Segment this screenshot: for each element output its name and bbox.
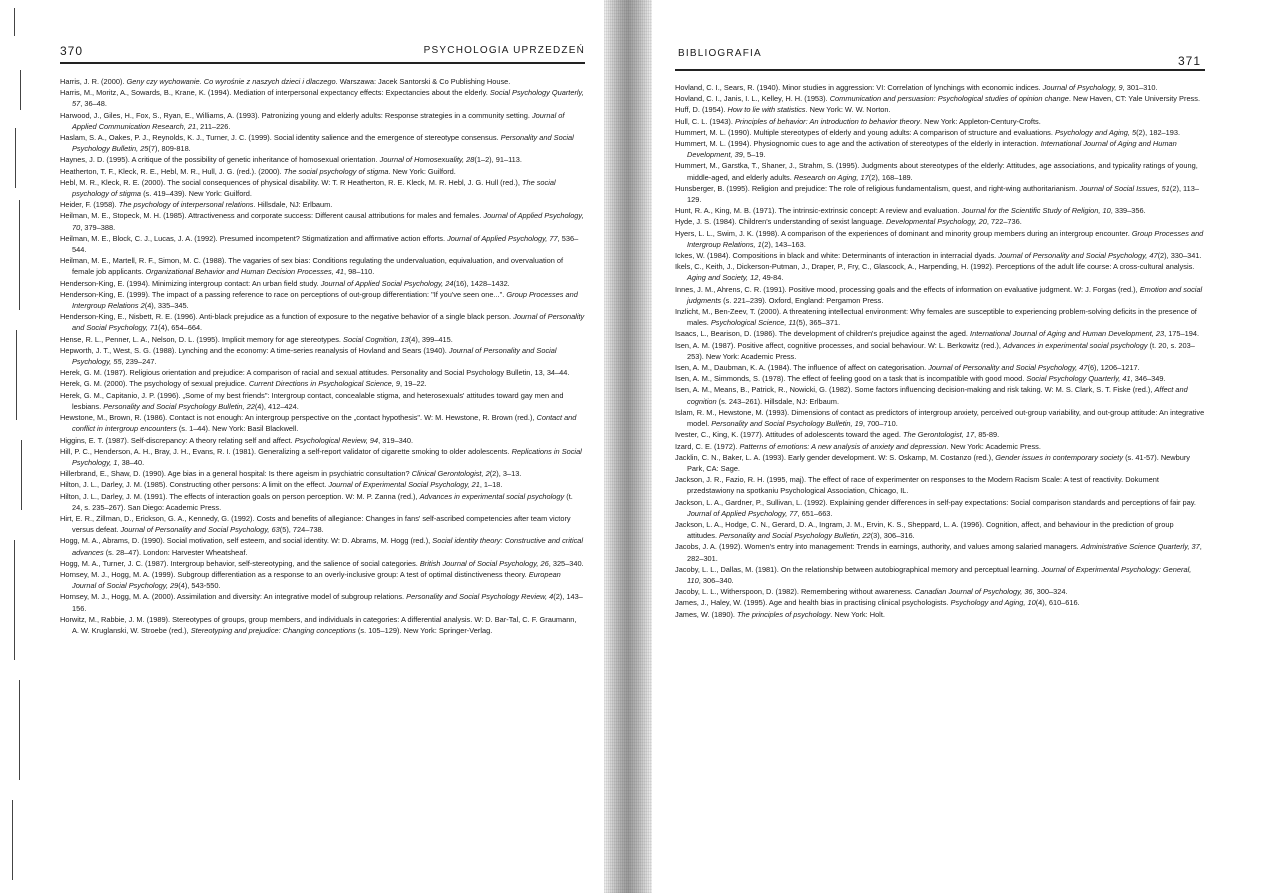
reference-text: Isaacs, L., Bearison, D. (1986). The development of children's prejudice against the aged.	[675, 329, 971, 339]
reference-title: Personality and Social Psychology Bulletin, 25	[72, 133, 574, 154]
reference-entry	[675, 127, 1205, 138]
reference-title: Social Psychology Quarterly, 57	[72, 88, 584, 109]
reference-entry	[60, 535, 585, 557]
reference-title: Current Directions in Psychological Science, 9	[248, 379, 400, 389]
reference-title: Personality and Social Psychology Review, 4	[406, 592, 554, 602]
reference-entry	[60, 278, 585, 289]
reference-title: Journal of Homosexuality, 28	[379, 155, 475, 165]
reference-entry	[60, 614, 585, 636]
reference-details: . New York: Holt.	[830, 609, 885, 619]
reference-details: , 319–340.	[378, 435, 414, 445]
reference-details: (4), 335–345.	[144, 301, 189, 311]
page-number: 370	[60, 44, 84, 58]
reference-text: Hovland, C. I., Sears, R. (1940). Minor studies in aggression: VI: Correlation of lynchings with economic indices.	[675, 83, 1043, 92]
reference-title: Journal of Applied Psychology, 77	[447, 233, 558, 243]
reference-text: Hunt, R. A., King, M. B. (1971). The intrinsic-extrinsic concept: A review and evaluation.	[675, 206, 962, 216]
reference-entry	[60, 87, 585, 109]
reference-text: Isen, A. M., Means, B., Patrick, R., Nowicki, G. (1982). Some factors influencing decision-making and risk taking. W: M. S. Clark, S. T. Fiske (red.),	[675, 385, 1155, 395]
reference-title: Contact and conflict in intergroup encounters	[72, 413, 577, 434]
reference-title: Journal of Personality and Social Psychology, 47	[998, 251, 1158, 261]
reference-details: (s. 105–129). New York: Springer-Verlag.	[355, 625, 493, 635]
reference-details: (3), 306–316.	[870, 531, 915, 541]
reference-text: Hornsey, M. J., Hogg, M. A. (1999). Subgroup differentiation as a response to an overly-inclusive group: A test of optimal distinctiveness theory.	[60, 569, 529, 579]
reference-details: (4), 654–664.	[158, 323, 203, 333]
reference-title: International Journal of Aging and Human Development, 23	[970, 329, 1165, 339]
reference-list	[675, 82, 1205, 620]
reference-entry	[675, 497, 1205, 519]
reference-title: Administrative Science Quarterly, 37	[1080, 542, 1200, 552]
reference-entry	[60, 199, 585, 210]
reference-title: How to lie with statistics	[727, 105, 806, 115]
reference-title: Group Processes and Intergroup Relations 2	[72, 289, 578, 311]
reference-details: , 651–663.	[797, 508, 833, 518]
reference-entry	[675, 284, 1205, 306]
reference-text: Heatherton, T. F., Kleck, R. E., Hebl, M. R., Hull, J. G. (red.). (2000).	[60, 166, 284, 176]
reference-text: Heider, F. (1958).	[60, 200, 119, 210]
reference-entry	[675, 82, 1205, 93]
reference-title: Principles of behavior: An introduction to behavior theory	[734, 116, 920, 126]
reference-details: , 98–110.	[343, 267, 375, 277]
reference-text: Jacoby, L. L., Witherspoon, D. (1982). Remembering without awareness.	[675, 587, 915, 597]
reference-details: , 36–48.	[80, 99, 107, 109]
reference-text: Hilton, J. L., Darley, J. M. (1985). Constructing other persons: A limit on the effect.	[60, 480, 329, 490]
reference-details: (s. 41-57). Newbury Park, CA: Sage.	[687, 452, 1190, 473]
reference-entry	[675, 384, 1205, 406]
reference-entry	[60, 569, 585, 591]
reference-details: (5), 365–371.	[796, 318, 841, 328]
reference-title: Replications in Social Psychology, 1	[72, 446, 582, 467]
reference-title: Personality and Social Psychology Bulletin, 19	[711, 419, 863, 429]
reference-entry	[60, 166, 585, 177]
right-page	[675, 0, 1205, 893]
reference-title: Research on Aging, 17	[793, 172, 869, 182]
reference-entry	[60, 390, 585, 412]
reference-title: Gender issues in contemporary society	[995, 452, 1124, 462]
reference-details: (2), 330–341.	[1157, 251, 1202, 261]
reference-title: The Gerontologist, 17	[903, 430, 975, 440]
reference-details: , 379–388.	[80, 222, 116, 232]
reference-entry	[675, 441, 1205, 452]
reference-entry	[675, 429, 1205, 440]
header-rule	[60, 62, 585, 64]
reference-title: Organizational Behavior and Human Decision Processes, 41	[145, 267, 344, 277]
reference-entry	[675, 328, 1205, 339]
reference-text: Islam, R. M., Hewstone, M. (1993). Dimensions of contact as predictors of intergroup anxiety, perceived out-group variability, and out-group attitude: An integrative model.	[675, 407, 1205, 429]
reference-text: Higgins, E. T. (1987). Self-discrepancy: A theory relating self and affect.	[60, 435, 295, 445]
page-number: 371	[1177, 54, 1201, 68]
reference-title: Affect and cognition	[687, 385, 1188, 406]
reference-entry	[675, 216, 1205, 227]
reference-text: Hunsberger, B. (1995). Religion and prejudice: The role of religious fundamentalism, quest, and right-wing authoritarianism.	[675, 183, 1080, 193]
reference-entry	[675, 104, 1205, 115]
reference-title: European Journal of Social Psychology, 29	[72, 569, 561, 591]
reference-text: Herek, G. M., Capitanio, J. P. (1996). „Some of my best friends": Intergroup contact, concealable stigma, and heterosexuals' attitudes toward gay men and lesbians.	[60, 390, 564, 411]
reference-title: The principles of psychology	[737, 609, 831, 619]
reference-details: , 282–301.	[687, 542, 1202, 563]
reference-entry	[60, 378, 585, 389]
reference-details: , 5–19.	[742, 150, 766, 160]
reference-text: Ikels, C., Keith, J., Dickerson-Putman, J., Draper, P., Fry, C., Glascock, A., Harpending, H. (1992). Perceptions of the adult life course: A cross-cultural analysis.	[675, 262, 1195, 272]
reference-text: Jacobs, J. A. (1992). Women's entry into management: Trends in earnings, authority, and values among salaried managers.	[675, 542, 1081, 552]
reference-details: (4), 543-550.	[178, 581, 221, 591]
reference-text: Hill, P. C., Henderson, A. H., Bray, J. H., Evans, R. I. (1981). Generalizing a self-report validator of cigarette smoking to older adolescents.	[60, 446, 512, 456]
reference-title: Journal of Personality and Social Psychology, 63	[120, 525, 280, 535]
reference-title: The social psychology of stigma	[72, 177, 556, 199]
reference-details: (16), 1428–1432.	[453, 278, 510, 288]
reference-entry	[60, 412, 585, 434]
reference-entry	[60, 479, 585, 490]
reference-entry	[675, 138, 1205, 160]
reference-entry	[60, 311, 585, 333]
reference-title: Personality and Social Psychology Bulletin, 22	[719, 531, 871, 541]
reference-text: Huff, D. (1954).	[675, 105, 728, 115]
reference-entry	[60, 233, 585, 255]
reference-text: Hummert, M. L. (1990). Multiple stereotypes of elderly and young adults: A comparison of structure and evaluations.	[675, 127, 1055, 137]
reference-entry	[60, 110, 585, 132]
reference-text: Hull, C. L. (1943).	[675, 116, 735, 126]
reference-text: Henderson-King, E., Nisbett, R. E. (1996). Anti-black prejudice as a function of exposure to the negative behavior of a single black person.	[60, 312, 514, 322]
running-head: BIBLIOGRAFIA	[678, 48, 762, 59]
reference-entry	[60, 435, 585, 446]
reference-details: . New York: Academic Press.	[946, 441, 1041, 451]
reference-text: Jacoby, L. L., Dallas, M. (1981). On the relationship between autobiographical memory and perceptual learning.	[675, 564, 1042, 574]
reference-entry	[675, 183, 1205, 205]
reference-details: (2), 143–156.	[72, 592, 583, 613]
reference-text: Ivester, C., King, K. (1977). Attitudes of adolescents toward the aged.	[675, 430, 904, 440]
reference-entry	[675, 597, 1205, 608]
reference-details: . New York: W. W. Norton.	[805, 105, 891, 115]
reference-title: International Journal of Aging and Human Development, 39	[687, 139, 1177, 160]
reference-details: (s. 1–44). New York: Basil Blackwell.	[176, 424, 299, 434]
reference-text: Jackson, J. R., Fazio, R. H. (1995, maj). The effect of race of experimenter on responses to the Modern Racism Scale: A test of reactivity. Dokument przedstawiony na spotkaniu Psychological Association, Chicago, IL.	[675, 475, 1159, 496]
reference-title: Social identity theory: Constructive and critical advances	[72, 536, 584, 557]
reference-text: Hyers, L. L., Swim, J. K. (1998). A comparison of the experiences of dominant and minority group members during an intergroup encounter.	[675, 228, 1132, 238]
reference-details: , 239–247.	[121, 357, 157, 367]
reference-title: Journal for the Scientific Study of Religion, 10	[961, 206, 1111, 216]
reference-text: Innes, J. M., Ahrens, C. R. (1991). Positive mood, processing goals and the effects of information on evaluative judgment. W: J. Forgas (red.),	[675, 284, 1140, 294]
reference-title: British Journal of Social Psychology, 26	[419, 558, 549, 568]
reference-details: , 175–194.	[1164, 329, 1200, 339]
reference-entry	[60, 345, 585, 367]
reference-entry	[675, 93, 1205, 104]
reference-title: Social Psychology Quarterly, 41	[1026, 374, 1131, 384]
reference-details: (2), 143–163.	[761, 239, 806, 249]
reference-details: (t. 20, s. 203–253). New York: Academic Press.	[687, 340, 1195, 361]
reference-list	[60, 76, 585, 636]
reference-details: (2), 113–129.	[687, 183, 1199, 205]
reference-text: Isen, A. M., Daubman, K. A. (1984). The influence of affect on categorisation.	[675, 363, 929, 373]
reference-title: Advances in experimental social psychology	[1002, 340, 1148, 350]
reference-title: Journal of Psychology, 9	[1042, 83, 1123, 92]
reference-title: Stereotyping and prejudice: Changing conceptions	[190, 625, 356, 635]
reference-title: Clinical Gerontologist, 2	[411, 469, 490, 479]
reference-entry	[675, 250, 1205, 261]
reference-title: Journal of Applied Communication Research, 21	[72, 110, 565, 131]
reference-title: Social Cognition, 13	[343, 334, 409, 344]
reference-details: , 306–340.	[698, 575, 734, 585]
reference-entry	[675, 474, 1205, 496]
reference-details: , 301–310.	[1122, 83, 1158, 92]
reference-title: Journal of Experimental Social Psychology, 21	[328, 480, 480, 490]
reference-text: Heilman, M. E., Block, C. J., Lucas, J. A. (1992). Presumed incompetent? Stigmatization and affirmative action efforts.	[60, 233, 448, 243]
reference-text: Hummert, M. L. (1994). Physiognomic cues to age and the activation of stereotypes of the elderly in interaction.	[675, 139, 1041, 149]
reference-title: Geny czy wychowanie. Co wyrośnie z naszych dzieci i dlaczego	[126, 77, 336, 86]
reference-details: (1–2), 91–113.	[474, 155, 522, 165]
reference-details: , 339–356.	[1110, 206, 1146, 216]
reference-details: . Hillsdale, NJ: Erlbaum.	[253, 200, 333, 210]
reference-title: Psychology and Aging, 5	[1055, 127, 1137, 137]
reference-title: The social psychology of stigma	[283, 166, 389, 176]
reference-text: Hyde, J. S. (1984). Children's understanding of sexist language.	[675, 217, 886, 227]
left-page	[60, 0, 585, 893]
reference-text: James, J., Haley, W. (1995). Age and health bias in practising clinical psychologists.	[675, 598, 951, 608]
reference-text: Jackson, L. A., Gardner, P., Sullivan, L. (1992). Explaining gender differences in self-pay expectations: Social comparison standards and perceptions of fair pay.	[675, 497, 1196, 507]
reference-title: Aging and Society, 12	[687, 273, 759, 283]
reference-entry	[60, 289, 585, 311]
reference-entry	[60, 591, 585, 613]
reference-entry	[675, 541, 1205, 563]
reference-text: James, W. (1890).	[675, 609, 738, 619]
reference-details: (2), 168–189.	[868, 172, 913, 182]
reference-text: Harris, M., Moritz, A., Sowards, B., Krane, K. (1994). Mediation of interpersonal expectancy effects: Expectancies about the elderly.	[60, 88, 490, 98]
reference-text: Horwitz, M., Rabbie, J. M. (1989). Stereotypes of groups, group members, and individuals in categories: A differential analysis. W: D. Bar-Tal, C. F. Graumann, A. W. Kruglanski, W. Stroebe (red.),	[60, 614, 577, 635]
reference-entry	[60, 132, 585, 154]
reference-entry	[675, 373, 1205, 384]
reference-entry	[675, 452, 1205, 474]
reference-details: , 19–22.	[400, 379, 427, 389]
reference-entry	[675, 205, 1205, 216]
reference-details: , 38–40.	[117, 457, 145, 467]
reference-text: Haynes, J. D. (1995). A critique of the possibility of genetic inheritance of homosexual orientation.	[60, 155, 380, 165]
header-rule	[675, 69, 1205, 71]
reference-title: Psychology and Aging, 10	[950, 598, 1036, 608]
reference-text: Hogg, M. A., Abrams, D. (1990). Social motivation, self esteem, and social identity. W: D. Abrams, M. Hogg (red.),	[60, 536, 433, 546]
reference-entry	[675, 306, 1205, 328]
reference-entry	[60, 154, 585, 165]
reference-details: . New York: Appleton-Century-Crofts.	[920, 116, 1041, 126]
reference-title: Personality and Social Psychology Bulletin, 22	[103, 401, 255, 411]
binding-edge-marks	[0, 0, 30, 893]
reference-title: Journal of Social Issues, 51	[1079, 183, 1170, 193]
book-gutter	[604, 0, 652, 893]
reference-details: . New Haven, CT: Yale University Press.	[1068, 94, 1201, 104]
reference-entry	[60, 367, 585, 378]
reference-entry	[675, 160, 1205, 182]
reference-title: Canadian Journal of Psychology, 36	[914, 587, 1033, 597]
reference-details: , 49-84.	[758, 273, 784, 283]
reference-title: Developmental Psychology, 20	[885, 217, 987, 227]
reference-text: Hense, R. L., Penner, L. A., Nelson, D. L. (1995). Implicit memory for age stereotypes.	[60, 334, 344, 344]
reference-details: . New York: Guilford.	[388, 166, 456, 176]
reference-title: Psychological Review, 94	[294, 435, 379, 445]
running-head: PSYCHOLOGIA UPRZEDZEŃ	[423, 45, 585, 56]
reference-text: Heilman, M. E., Stopeck, M. H. (1985). Attractiveness and corporate success: Different causal attributions for males and females.	[60, 211, 484, 221]
reference-details: (5), 724–738.	[279, 525, 324, 535]
reference-title: Journal of Applied Psychology, 70	[72, 211, 584, 232]
reference-text: Inzlicht, M., Ben-Zeev, T. (2000). A threatening intellectual environment: Why females are susceptible to experiencing problem-solving deficits in the presence of males.	[675, 307, 1197, 328]
reference-title: Psychological Science, 11	[710, 318, 797, 328]
reference-details: . Warszawa: Jacek Santorski & Co Publishing House.	[335, 77, 511, 86]
reference-entry	[60, 76, 585, 87]
reference-entry	[60, 468, 585, 479]
reference-details: (s. 28–47). London: Harvester Wheatsheaf.	[103, 547, 248, 557]
reference-text: Hovland, C. I., Janis, I. L., Kelley, H. H. (1953).	[675, 94, 830, 104]
reference-title: Journal of Experimental Psychology: General, 110	[687, 564, 1192, 585]
reference-text: Herek, G. M. (2000). The psychology of sexual prejudice.	[60, 379, 249, 389]
right-page-header	[675, 46, 1205, 68]
reference-entry	[675, 362, 1205, 373]
reference-details: (7), 809-818.	[148, 144, 191, 154]
reference-title: Journal of Applied Social Psychology, 24	[320, 278, 454, 288]
reference-details: (s. 221–239). Oxford, England: Pergamon Press.	[721, 295, 884, 305]
reference-text: Henderson-King, E. (1994). Minimizing intergroup contact: An urban field study.	[60, 278, 321, 288]
reference-details: (4), 399–415.	[408, 334, 453, 344]
reference-details: (4), 610–616.	[1035, 598, 1080, 608]
reference-title: Emotion and social judgments	[687, 284, 1203, 305]
reference-entry	[60, 177, 585, 199]
reference-text: Isen, A. M. (1987). Positive affect, cognitive processes, and social behaviour. W: L. Berkowitz (red.),	[675, 340, 1003, 350]
reference-details: (4), 412–424.	[254, 401, 299, 411]
reference-entry	[675, 609, 1205, 620]
reference-text: Hewstone, M., Brown, R. (1986). Contact is not enough: An intergroup perspective on the „contact hypothesis". W: M. Hewstone, R. Brown (red.),	[60, 413, 537, 423]
reference-entry	[60, 446, 585, 468]
reference-entry	[60, 491, 585, 513]
reference-text: Henderson-King, E. (1999). The impact of a passing reference to race on perceptions of out-group differentiation: "If you've seen one...".	[60, 289, 507, 299]
reference-entry	[675, 261, 1205, 283]
reference-entry	[675, 407, 1205, 429]
reference-entry	[60, 255, 585, 277]
reference-text: Herek, G. M. (1987). Religious orientation and prejudice: A comparison of racial and sexual attitudes. Personality and Social Psychology Bulletin, 13, 34–44.	[60, 368, 570, 378]
reference-details: (s. 419–439). New York: Guilford.	[141, 189, 252, 199]
reference-entry	[60, 210, 585, 232]
reference-title: Journal of Personality and Social Psychology, 55	[72, 345, 557, 367]
reference-details: , 85-89.	[974, 430, 1000, 440]
reference-text: Haslam, S. A., Oakes, P. J., Reynolds, K. J., Turner, J. C. (1999). Social identity salience and the emergence of stereotype consensus.	[60, 133, 501, 143]
reference-entry	[675, 519, 1205, 541]
reference-details: , 700–710.	[862, 419, 898, 429]
reference-details: , 722–736.	[986, 217, 1022, 227]
reference-details: (6), 1206–1217.	[1087, 363, 1140, 373]
reference-title: Group Processes and Intergroup Relations, 1	[687, 228, 1204, 249]
reference-text: Heilman, M. E., Martell, R. F., Simon, M. C. (1988). The vagaries of sex bias: Conditions regulating the undervaluation, equivaluation, and overvaluation of female job applicants.	[60, 256, 564, 277]
reference-entry	[675, 586, 1205, 597]
reference-text: Hepworth, J. T., West, S. G. (1988). Lynching and the economy: A time-series reanalysis of Hovland and Sears (1940).	[60, 345, 449, 355]
reference-title: Journal of Applied Psychology, 77	[687, 508, 798, 518]
reference-details: , 325–340.	[548, 558, 584, 568]
reference-details: (2), 182–193.	[1136, 127, 1181, 137]
reference-title: Advances in experimental social psychology	[419, 491, 565, 501]
reference-entry	[60, 334, 585, 345]
reference-details: , 211–226.	[196, 121, 231, 131]
reference-text: Hillerbrand, E., Shaw, D. (1990). Age bias in a general hospital: Is there ageism in psychiatric consultation?	[60, 469, 412, 479]
reference-title: Journal of Personality and Social Psychology, 71	[72, 312, 585, 333]
reference-title: Journal of Personality and Social Psychology, 47	[928, 363, 1088, 373]
reference-details: (t. 24, s. 235–267). San Diego: Academic Press.	[72, 491, 573, 512]
reference-details: , 536–544.	[72, 233, 579, 255]
reference-entry	[675, 340, 1205, 362]
reference-entry	[675, 564, 1205, 586]
reference-title: The psychology of interpersonal relations	[118, 200, 254, 210]
reference-details: (2), 3–13.	[489, 469, 522, 479]
reference-text: Jacklin, C. N., Baker, L. A. (1993). Early gender development. W: S. Oskamp, M. Costanzo (red.),	[675, 452, 996, 462]
reference-details: , 1–18.	[479, 480, 503, 490]
reference-text: Hilton, J. L., Darley, J. M. (1991). The effects of interaction goals on person perception. W: M. P. Zanna (red.),	[60, 491, 420, 501]
reference-title: Communication and persuasion: Psychological studies of opinion change	[829, 94, 1069, 104]
reference-title: Patterns of emotions: A new analysis of anxiety and depression	[739, 441, 947, 451]
reference-details: , 300–324.	[1032, 587, 1068, 597]
reference-text: Jackson, L. A., Hodge, C. N., Gerard, D. A., Ingram, J. M., Ervin, K. S., Sheppard, L. A. (1996). Cognition, affect, and behaviour in the prediction of group attitudes.	[675, 519, 1174, 541]
reference-text: Harris, J. R. (2000).	[60, 77, 127, 86]
reference-text: Hebl, M. R., Kleck, R. E. (2000). The social consequences of physical disability. W: T. R Heatherton, R. E. Kleck, M. R. Hebl, J. G. Hull (red.),	[60, 177, 522, 187]
reference-entry	[675, 228, 1205, 250]
reference-entry	[60, 513, 585, 535]
reference-entry	[675, 116, 1205, 127]
reference-text: Hirt, E. R., Zillman, D., Erickson, G. A., Kennedy, G. (1992). Costs and benefits of allegiance: Changes in fans' self-ascribed competencies after team victory versus defeat.	[60, 513, 571, 535]
reference-details: , 346–349.	[1130, 374, 1166, 384]
reference-entry	[60, 558, 585, 569]
left-page-header	[60, 42, 585, 64]
reference-text: Hummert, M., Garstka, T., Shaner, J., Strahm, S. (1995). Judgments about stereotypes of the elderly: Attitudes, age associations, and typicality ratings of young, middle-aged, and elderly adults.	[675, 161, 1198, 182]
reference-details: (s. 243–261). Hillsdale, NJ: Erlbaum.	[716, 396, 840, 406]
reference-text: Hogg, M. A., Turner, J. C. (1987). Intergroup behavior, self-stereotyping, and the salience of social categories.	[60, 558, 420, 568]
reference-text: Ickes, W. (1984). Compositions in black and white: Determinants of interaction in interracial dyads.	[675, 251, 999, 261]
reference-text: Harwood, J., Giles, H., Fox, S., Ryan, E., Williams, A. (1993). Patronizing young and elderly adults: Response strategies in a community setting.	[60, 110, 532, 120]
reference-text: Hornsey, M. J., Hogg, M. A. (2000). Assimilation and diversity: An integrative model of subgroup relations.	[60, 592, 407, 602]
reference-text: Isen, A. M., Simmonds, S. (1978). The effect of feeling good on a task that is incompatible with good mood.	[675, 374, 1027, 384]
reference-text: Izard, C. E. (1972).	[675, 441, 740, 451]
